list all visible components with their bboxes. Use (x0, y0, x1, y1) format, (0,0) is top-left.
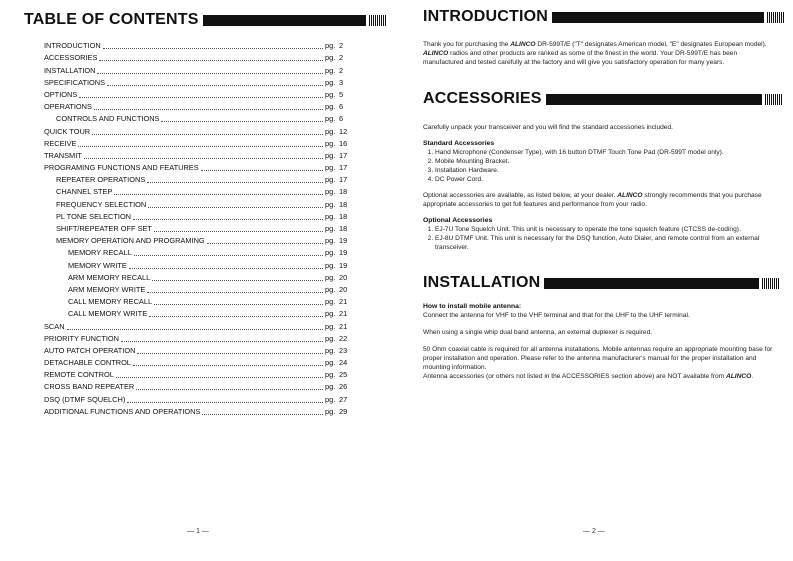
toc-entry-page (325, 212, 355, 222)
dot-leader (127, 401, 323, 403)
page-value: 17 (339, 175, 348, 185)
dot-leader (121, 340, 323, 342)
dot-leader (94, 108, 323, 110)
toc-entry (44, 222, 355, 234)
toc-entry-page (325, 309, 355, 319)
page-value: 21 (339, 297, 348, 307)
toc-entry-label: TRANSMIT (44, 150, 82, 160)
toc-entry-label: MEMORY OPERATION AND PROGRAMING (56, 236, 205, 246)
brand-name: ALINCO (510, 41, 536, 48)
toc-entry-label: RECEIVE (44, 138, 77, 148)
installation-header (423, 273, 779, 293)
page-prefix: pg. (325, 77, 336, 87)
toc-entry (44, 258, 355, 270)
page-prefix: pg. (325, 382, 336, 392)
header-bar (203, 15, 366, 26)
toc-entry-page (325, 102, 355, 112)
intro-text-3: radios and other products are ranked as some of the finest in the world. Your DR-599T/E has been manufactured and tested carefully at the factory and will give you satisfactory operation for many years. (423, 50, 738, 66)
page-value: 26 (339, 382, 348, 392)
list-item: 1. EJ-7U Tone Squelch Unit. This unit is necessary to operate the tone squelch feature (CTCSS de-coding). (435, 225, 773, 234)
left-page (0, 0, 396, 561)
page-prefix: pg. (325, 284, 336, 294)
dot-leader (107, 84, 323, 86)
dot-leader (202, 413, 323, 415)
page-value: 6 (339, 114, 344, 124)
toc-entry (44, 112, 355, 124)
dot-leader (147, 181, 323, 183)
toc-entry-label: CHANNEL STEP (56, 187, 113, 197)
page-value: 5 (339, 89, 344, 99)
toc-entry-label: OPERATIONS (44, 102, 92, 112)
toc-entry (44, 173, 355, 185)
page-prefix: pg. (325, 187, 336, 197)
page-value: 21 (339, 321, 348, 331)
page-value: 16 (339, 138, 348, 148)
page-value: 21 (339, 309, 348, 319)
page-prefix: pg. (325, 211, 336, 221)
page-value: 29 (339, 406, 348, 416)
page-prefix: pg. (325, 138, 336, 148)
toc-entry (44, 76, 355, 88)
page-prefix: pg. (325, 224, 336, 233)
dot-leader (154, 230, 323, 232)
page-value: 17 (339, 163, 348, 173)
header-bar (552, 12, 764, 23)
page-value: 3 (339, 77, 344, 87)
toc-entry (44, 283, 355, 295)
page-value: 18 (339, 224, 348, 233)
toc-entry (44, 319, 355, 331)
dot-leader (137, 352, 323, 354)
optional-note-1: Optional accessories are available, as listed below, at your dealer. (423, 192, 616, 199)
page-prefix: pg. (325, 272, 336, 282)
toc-entry-label: AUTO PATCH OPERATION (44, 345, 136, 355)
dot-leader (154, 303, 323, 305)
header-bar (544, 278, 759, 289)
optional-accessories-list (423, 225, 773, 252)
toc-entry-label: CROSS BAND REPEATER (44, 382, 135, 392)
page-value: 18 (339, 187, 348, 197)
toc-title: TABLE OF CONTENTS (24, 11, 199, 28)
page-prefix: pg. (325, 126, 336, 136)
toc-entry (44, 197, 355, 209)
toc-entry-page (325, 78, 355, 88)
toc-entry (44, 124, 355, 136)
optional-accessories-note (423, 191, 773, 209)
page-prefix: pg. (325, 406, 336, 416)
toc-entry (44, 100, 355, 112)
page-value: 2 (339, 41, 344, 51)
toc-entry-label: ARM MEMORY WRITE (68, 284, 146, 294)
brand-name: ALINCO (423, 50, 449, 57)
toc-entry-label: ARM MEMORY RECALL (68, 272, 151, 282)
toc-entry-label: OPTIONS (44, 89, 78, 99)
page-value: 19 (339, 236, 348, 246)
toc-entry-label: MEMORY RECALL (68, 248, 132, 258)
dot-leader (67, 328, 323, 330)
toc-entry (44, 246, 355, 258)
accessories-text (423, 123, 773, 252)
page-prefix: pg. (325, 394, 336, 404)
page-value: 6 (339, 102, 344, 112)
page-value: 23 (339, 345, 348, 355)
toc-entry-page (325, 370, 355, 380)
toc-entry-page (325, 358, 355, 368)
toc-entry-label: CONTROLS AND FUNCTIONS (56, 114, 160, 124)
list-item: 1. Hand Microphone (Condenser Type), with 16 button DTMF Touch Tone Pad (DR-599T model only). (435, 148, 773, 157)
toc-entry-page (325, 334, 355, 344)
dot-leader (97, 72, 323, 74)
introduction-header (423, 7, 784, 27)
page-prefix: pg. (325, 370, 336, 380)
page-prefix: pg. (325, 89, 336, 99)
toc-entry (44, 185, 355, 197)
header-ticks (762, 278, 779, 289)
toc-entry-label: INTRODUCTION (44, 41, 101, 51)
header-ticks (369, 15, 386, 26)
toc-entry-page (325, 297, 355, 307)
toc-entry-page (325, 395, 355, 405)
dot-leader (79, 96, 323, 98)
dot-leader (99, 59, 323, 61)
dot-leader (114, 193, 323, 195)
introduction-text (423, 40, 773, 67)
page-prefix: pg. (325, 114, 336, 124)
toc-entry-page (325, 41, 355, 51)
toc-entry-label: SPECIFICATIONS (44, 77, 106, 87)
introduction-title: INTRODUCTION (423, 8, 549, 25)
toc-entry-page (325, 322, 355, 332)
page-prefix: pg. (325, 333, 336, 343)
page-value: 22 (339, 333, 348, 343)
toc-entry (44, 332, 355, 344)
list-item: 3. Installation Hardware. (435, 166, 773, 175)
page-prefix: pg. (325, 199, 336, 209)
antenna-heading: How to install mobile antenna: (423, 303, 522, 310)
toc-entry-label: MEMORY WRITE (68, 260, 127, 270)
toc-entry (44, 392, 355, 404)
page-number: — 1 — (187, 528, 209, 535)
page-value: 19 (339, 248, 348, 258)
dot-leader (133, 218, 323, 220)
toc-entry (44, 39, 355, 51)
toc-entry-label: CALL MEMORY WRITE (68, 309, 148, 319)
page-prefix: pg. (325, 150, 336, 160)
dot-leader (161, 120, 323, 122)
toc-entry-page (325, 346, 355, 356)
page-value: 20 (339, 284, 348, 294)
dot-leader (103, 47, 323, 49)
toc-entry (44, 380, 355, 392)
page-prefix: pg. (325, 260, 336, 270)
page-prefix: pg. (325, 41, 336, 51)
installation-paragraph-4 (423, 372, 773, 381)
page-prefix: pg. (325, 297, 336, 307)
toc-entry-label: CALL MEMORY RECALL (68, 297, 153, 307)
right-page (397, 0, 793, 561)
page-value: 24 (339, 358, 348, 368)
page-prefix: pg. (325, 321, 336, 331)
header-ticks (767, 12, 784, 23)
toc-entry-page (325, 175, 355, 185)
toc-entry-page (325, 66, 355, 76)
brand-name: ALINCO (725, 373, 752, 380)
toc-entry-page (325, 224, 355, 234)
toc-entry (44, 356, 355, 368)
dot-leader (133, 364, 323, 366)
toc-entry-label: REPEATER OPERATIONS (56, 175, 146, 185)
toc-entry-page (325, 163, 355, 173)
toc-entry (44, 405, 355, 417)
accessories-intro: Carefully unpack your transceiver and you will find the standard accessories included. (423, 124, 673, 131)
toc-entry-page (325, 90, 355, 100)
page-value: 18 (339, 199, 348, 209)
header-ticks (765, 94, 782, 105)
toc-entry-label: ADDITIONAL FUNCTIONS AND OPERATIONS (44, 406, 201, 416)
optional-accessories-heading: Optional Accessories (423, 217, 493, 224)
dot-leader (116, 376, 323, 378)
page-value: 20 (339, 272, 348, 282)
dot-leader (78, 145, 323, 147)
toc-entry-page (325, 187, 355, 197)
toc-entry-page (325, 407, 355, 417)
standard-accessories-list (423, 148, 773, 184)
dot-leader (152, 279, 323, 281)
installation-note: Antenna accessories (or others not listed in the ACCESSORIES section above) are NOT available from (423, 373, 725, 380)
toc-header (24, 10, 386, 30)
page-value: 25 (339, 370, 348, 380)
toc-entry-page (325, 285, 355, 295)
list-item: 2. Mobile Mounting Bracket. (435, 157, 773, 166)
toc-entry (44, 295, 355, 307)
toc-entry (44, 307, 355, 319)
toc-entry (44, 63, 355, 75)
toc-entry-label: SCAN (44, 321, 65, 331)
dot-leader (134, 254, 323, 256)
installation-paragraph-3: 50 Ohm coaxial cable is required for all antenna installations. Mobile antennas require an appropriate mounting base for proper installation and operation. Please refer to the antenna manufacturer's manual for the proper installation and mounting information. (423, 346, 773, 371)
page-value: 19 (339, 260, 348, 270)
toc-entry-page (325, 151, 355, 161)
toc-entry-page (325, 273, 355, 283)
page-prefix: pg. (325, 309, 336, 319)
page-prefix: pg. (325, 175, 336, 185)
page-prefix: pg. (325, 236, 336, 246)
brand-name: ALINCO (617, 192, 643, 199)
installation-paragraph-1: Connect the antenna for VHF to the VHF terminal and that for the UHF to the UHF terminal. (423, 312, 690, 319)
toc-entry (44, 368, 355, 380)
toc-entry (44, 149, 355, 161)
page-prefix: pg. (325, 163, 336, 173)
list-item: 2. EJ-8U DTMF Unit. This unit is necessary for the DSQ function, Auto Dialer, and remote control from an external transceiver. (435, 234, 773, 252)
toc-entry (44, 344, 355, 356)
dot-leader (201, 169, 323, 171)
toc-entry (44, 210, 355, 222)
toc-entry-label: PROGRAMING FUNCTIONS AND FEATURES (44, 163, 199, 173)
toc-entry-label: PRIORITY FUNCTION (44, 333, 120, 343)
page-value: 18 (339, 211, 348, 221)
standard-accessories-heading: Standard Accessories (423, 140, 495, 147)
toc-entry-page (325, 236, 355, 246)
page-prefix: pg. (325, 53, 336, 63)
page-prefix: pg. (325, 345, 336, 355)
optional-note-2: strongly recommends that you purchase appropriate accessories to get full features and performance from your radio. (423, 192, 762, 208)
toc-entry-page (325, 382, 355, 392)
toc-entry (44, 88, 355, 100)
toc-entry-page (325, 53, 355, 63)
page-number: — 2 — (583, 528, 605, 535)
list-item: 4. DC Power Cord. (435, 175, 773, 184)
page-value: 2 (339, 65, 344, 75)
dot-leader (207, 242, 323, 244)
table-of-contents-list (44, 39, 355, 417)
intro-text-1: Thank you for purchasing the (423, 41, 509, 48)
toc-entry-label: ACCESSORIES (44, 53, 98, 63)
toc-entry (44, 161, 355, 173)
toc-entry-label: DETACHABLE CONTROL (44, 358, 131, 368)
page-prefix: pg. (325, 358, 336, 368)
toc-entry (44, 271, 355, 283)
toc-entry-label: FREQUENCY SELECTION (56, 199, 147, 209)
toc-entry-page (325, 200, 355, 210)
page-prefix: pg. (325, 248, 336, 258)
toc-entry-page (325, 139, 355, 149)
dot-leader (147, 291, 323, 293)
dot-leader (136, 388, 323, 390)
installation-text (423, 302, 773, 381)
toc-entry-page (325, 114, 355, 124)
dot-leader (148, 206, 323, 208)
toc-entry-page (325, 127, 355, 137)
installation-note-end: . (751, 373, 754, 380)
toc-entry-label: SHIFT/REPEATER OFF SET (56, 224, 152, 233)
dot-leader (149, 315, 323, 317)
installation-title: INSTALLATION (423, 274, 541, 291)
accessories-header (423, 89, 782, 109)
dot-leader (129, 267, 323, 269)
toc-entry-page (325, 261, 355, 271)
page-value: 17 (339, 150, 348, 160)
page-prefix: pg. (325, 65, 336, 75)
accessories-title: ACCESSORIES (423, 90, 542, 107)
toc-entry (44, 234, 355, 246)
toc-entry-label: INSTALLATION (44, 65, 96, 75)
dot-leader (92, 133, 323, 135)
toc-entry-label: QUICK TOUR (44, 126, 91, 136)
page-value: 27 (339, 394, 348, 404)
dot-leader (84, 157, 323, 159)
page-value: 2 (339, 53, 344, 63)
toc-entry-label: REMOTE CONTROL (44, 370, 114, 380)
installation-paragraph-2: When using a single whip dual band antenna, an external duplexer is required. (423, 329, 653, 336)
intro-text-2: DR-599T/E ("T" designates American model, "E" designates European model). (537, 41, 767, 48)
page-prefix: pg. (325, 102, 336, 112)
page-value: 12 (339, 126, 348, 136)
toc-entry (44, 51, 355, 63)
header-bar (546, 94, 762, 105)
toc-entry-page (325, 248, 355, 258)
toc-entry-label: DSQ (DTMF SQUELCH) (44, 394, 126, 404)
toc-entry-label: PL TONE SELECTION (56, 211, 132, 221)
toc-entry (44, 137, 355, 149)
